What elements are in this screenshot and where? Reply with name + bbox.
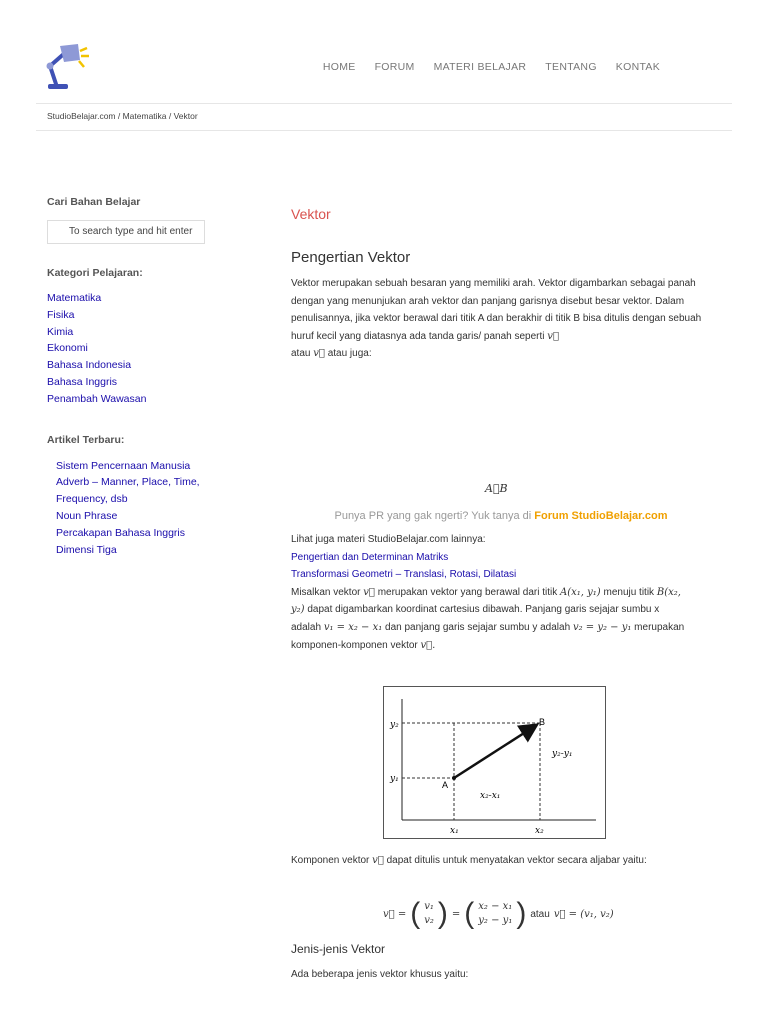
breadcrumb[interactable]: StudioBelajar.com / Matematika / Vektor (47, 111, 198, 121)
nav-forum[interactable]: FORUM (374, 61, 415, 73)
desk-lamp-logo[interactable] (44, 40, 96, 92)
nav-materi-belajar[interactable]: MATERI BELAJAR (433, 61, 527, 73)
see-also-text: Lihat juga materi StudioBelajar.com lainnya: (291, 534, 486, 545)
related-link-transformasi[interactable]: Transformasi Geometri – Translasi, Rotasi, Dilatasi (291, 569, 517, 581)
forum-link[interactable]: Forum StudioBelajar.com (534, 510, 668, 522)
category-fisika[interactable]: Fisika (47, 308, 75, 321)
label-point-a: A (442, 780, 449, 790)
header-divider (36, 103, 732, 104)
nav-kontak[interactable]: KONTAK (615, 61, 660, 73)
category-list (47, 290, 247, 408)
category-bahasa-indonesia[interactable]: Bahasa Indonesia (47, 359, 132, 372)
vector-formula: v⃗ = ( v₁ v₂ ) = ( x₂ − x₁ y₂ − y₁ ) atau v⃗ = (v₁, v₂) (383, 897, 614, 930)
search-input[interactable]: To search type and hit enter (47, 220, 205, 244)
category-ekonomi[interactable]: Ekonomi (47, 342, 88, 355)
category-penambah-wawasan[interactable]: Penambah Wawasan (47, 392, 147, 405)
related-link-matriks[interactable]: Pengertian dan Determinan Matriks (291, 551, 449, 563)
main-nav (323, 61, 660, 73)
heading-jenis: Jenis-jenis Vektor (291, 942, 386, 956)
category-matematika[interactable]: Matematika (47, 292, 102, 304)
recent-item[interactable]: Noun Phrase (56, 509, 118, 522)
paragraph-definition: Vektor merupakan sebuah besaran yang memiliki arah. Vektor digambarkan sebagai panah dengan yang menunjukan arah vektor dan panjang garisnya disebut besar vektor. Dalam penulisannya, jika vektor berawal dari titik A dan berakhir di titik B bisa ditulis dengan sebuah huruf kecil yang diatasnya ada tanda garis/ panah seperti v⃗ atau v⃗ atau juga: (291, 278, 702, 360)
nav-home[interactable]: HOME (322, 61, 356, 73)
label-y1: y₁ (390, 774, 399, 784)
label-dx: x₂-x₁ (480, 791, 501, 801)
vector-cartesian-figure (383, 686, 606, 839)
paragraph-components: Misalkan vektor v⃗ merupakan vektor yang berawal dari titik A(x₁, y₁) menuju titik B(x₂, y₂) dapat digambarkan koordinat cartesius dibawah. Panjang garis sejajar sumbu x adalah v₁ = x₂ − x₁ dan panjang garis sejajar sumbu y adalah v₂ = y₂ − y₁ merupakan komponen-komponen vektor v⃗. (291, 586, 685, 651)
label-y2: y₂ (390, 720, 399, 730)
category-bahasa-inggris[interactable]: Bahasa Inggris (47, 375, 118, 388)
vector-ab-symbol: A⃗B (485, 482, 508, 495)
nav-tentang[interactable]: TENTANG (545, 61, 597, 73)
vector-symbol: v⃗ (547, 330, 559, 342)
article (291, 206, 711, 363)
category-kimia[interactable]: Kimia (47, 325, 74, 338)
heading-pengertian: Pengertian Vektor (291, 249, 411, 266)
paragraph-jenis: Ada beberapa jenis vektor khusus yaitu: (291, 969, 469, 980)
recent-title: Artikel Terbaru: (47, 433, 125, 446)
paragraph-algebraic: Komponen vektor v⃗ dapat ditulis untuk menyatakan vektor secara aljabar yaitu: (291, 855, 647, 866)
post-title: Vektor (291, 206, 331, 222)
recent-item[interactable]: Adverb – Manner, Place, Time, Frequency, dsb (56, 476, 200, 506)
search-title: Cari Bahan Belajar (47, 196, 141, 208)
vector-symbol: v⃗ (313, 348, 325, 360)
sidebar (47, 196, 247, 558)
promo-banner: Punya PR yang gak ngerti? Yuk tanya di Forum StudioBelajar.com (334, 510, 668, 522)
recent-item[interactable]: Percakapan Bahasa Inggris (56, 526, 185, 539)
recent-item[interactable]: Sistem Pencernaan Manusia (56, 459, 191, 472)
recent-list (47, 458, 216, 559)
label-x1: x₁ (450, 826, 459, 836)
site-header (0, 0, 768, 104)
label-point-b: B (539, 717, 546, 727)
categories-title: Kategori Pelajaran: (47, 267, 143, 279)
related-section (291, 531, 711, 654)
breadcrumb-divider (36, 130, 732, 131)
label-x2: x₂ (535, 826, 544, 836)
label-dy: y₂-y₁ (552, 749, 573, 759)
recent-item[interactable]: Dimensi Tiga (56, 543, 117, 556)
